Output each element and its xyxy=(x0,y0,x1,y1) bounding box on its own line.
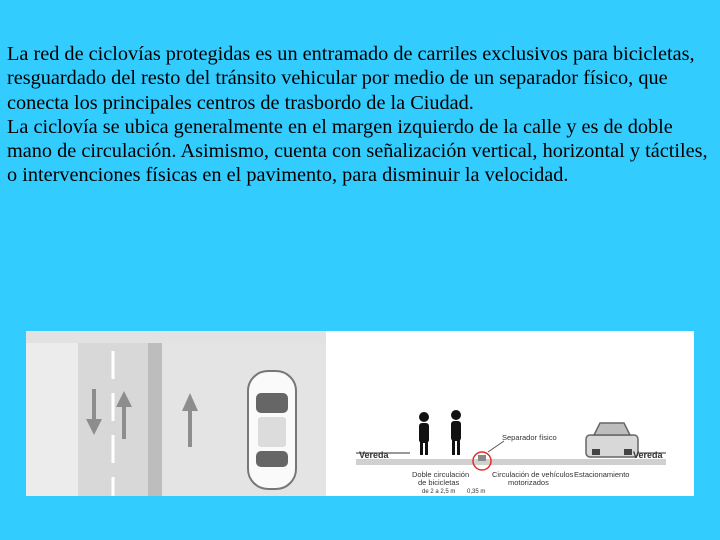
label-bike-lane-width: de 2 a 2,5 m xyxy=(422,489,456,495)
label-separador: Separador físico xyxy=(502,433,557,442)
plan-roadway xyxy=(162,343,326,496)
label-bike-lane-line1: Doble circulación xyxy=(412,470,470,479)
label-vereda-right: Vereda xyxy=(633,450,663,460)
cross-section-view xyxy=(326,331,694,496)
bike-lane-diagram xyxy=(26,331,694,496)
plan-separator xyxy=(148,343,162,496)
label-parking: Estacionamiento xyxy=(574,470,630,479)
diagram-svg xyxy=(26,331,694,496)
paragraph-bike-lane-location: La ciclovía se ubica generalmente en el margen izquierdo de la calle y es de doble mano de circulación. Asimismo, cuenta con señalización vertical, horizontal y táctiles, o intervenciones físicas en el pavimento, para disminuir la velocidad. xyxy=(7,115,708,187)
slide-text xyxy=(7,42,713,188)
car-top-view-icon xyxy=(248,371,296,489)
label-traffic-line2: motorizados xyxy=(508,478,549,487)
plan-view xyxy=(26,331,326,496)
label-traffic-line1: Circulación de vehículos xyxy=(492,470,574,479)
label-vereda-left: Vereda xyxy=(359,450,389,460)
label-bike-lane-line2: de bicicletas xyxy=(418,478,460,487)
paragraph-bike-network: La red de ciclovías protegidas es un entramado de carriles exclusivos para bicicletas, resguardado del resto del tránsito vehicular por medio de un separador físico, que conecta los principales centros de trasbordo de la Ciudad. xyxy=(7,43,695,114)
label-separator-width: 0,35 m xyxy=(467,489,486,495)
